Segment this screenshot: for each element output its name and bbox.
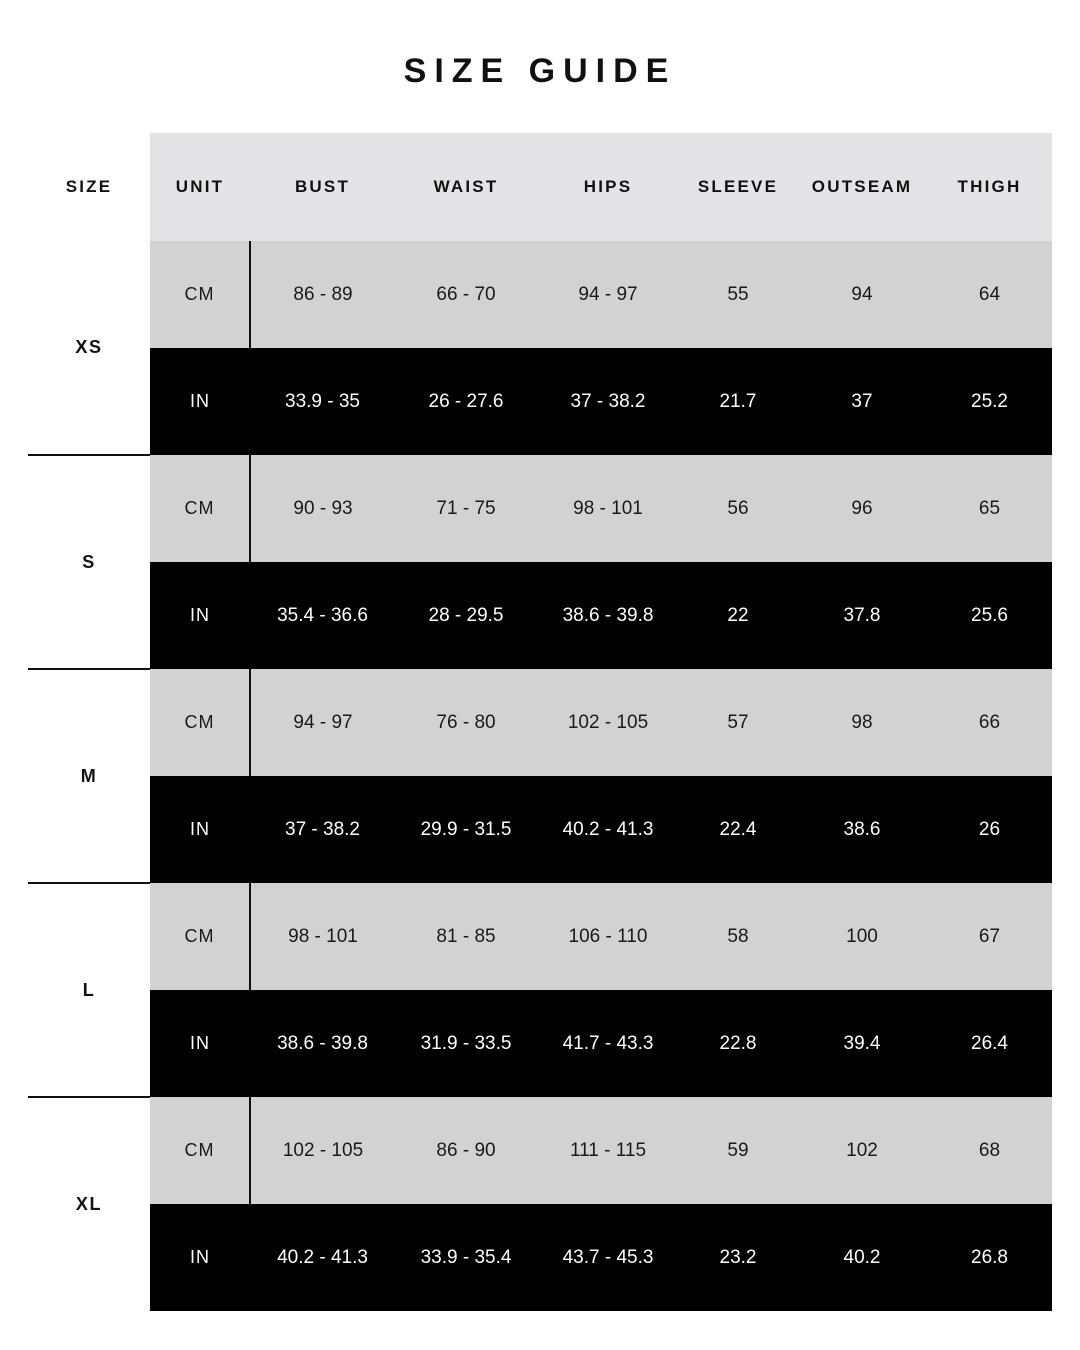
cell-thigh-cm: 67 (927, 883, 1052, 990)
unit-cell-in: IN (150, 776, 250, 883)
size-label-m: M (28, 669, 150, 883)
cell-outseam-cm: 98 (797, 669, 927, 776)
cell-sleeve-in: 22.4 (679, 776, 797, 883)
cell-bust-in: 40.2 - 41.3 (250, 1204, 395, 1311)
cell-outseam-in: 38.6 (797, 776, 927, 883)
table-row (28, 1097, 1052, 1204)
cell-outseam-in: 39.4 (797, 990, 927, 1097)
cell-hips-cm: 102 - 105 (537, 669, 679, 776)
cell-sleeve-in: 22.8 (679, 990, 797, 1097)
table-row (28, 1204, 1052, 1311)
cell-thigh-cm: 65 (927, 455, 1052, 562)
cell-waist-in: 31.9 - 33.5 (395, 990, 537, 1097)
cell-thigh-cm: 64 (927, 241, 1052, 348)
table-row (28, 883, 1052, 990)
table-row (28, 990, 1052, 1097)
size-label-xl: XL (28, 1097, 150, 1311)
unit-cell-cm: CM (150, 241, 250, 348)
column-header-waist: WAIST (395, 133, 537, 241)
cell-sleeve-in: 22 (679, 562, 797, 669)
cell-thigh-cm: 68 (927, 1097, 1052, 1204)
page-title: SIZE GUIDE (403, 52, 677, 90)
cell-thigh-cm: 66 (927, 669, 1052, 776)
cell-sleeve-in: 23.2 (679, 1204, 797, 1311)
cell-thigh-in: 26 (927, 776, 1052, 883)
cell-waist-cm: 81 - 85 (395, 883, 537, 990)
size-guide-table-container (28, 133, 1052, 1311)
table-row (28, 669, 1052, 776)
cell-hips-in: 38.6 - 39.8 (537, 562, 679, 669)
unit-cell-in: IN (150, 348, 250, 455)
cell-bust-in: 33.9 - 35 (250, 348, 395, 455)
cell-sleeve-cm: 56 (679, 455, 797, 562)
cell-hips-in: 41.7 - 43.3 (537, 990, 679, 1097)
cell-sleeve-cm: 59 (679, 1097, 797, 1204)
cell-waist-in: 29.9 - 31.5 (395, 776, 537, 883)
cell-outseam-in: 37.8 (797, 562, 927, 669)
table-row (28, 562, 1052, 669)
column-header-hips: HIPS (537, 133, 679, 241)
table-header (28, 133, 1052, 241)
cell-waist-in: 26 - 27.6 (395, 348, 537, 455)
unit-cell-cm: CM (150, 883, 250, 990)
cell-bust-cm: 98 - 101 (250, 883, 395, 990)
unit-cell-in: IN (150, 1204, 250, 1311)
cell-outseam-cm: 96 (797, 455, 927, 562)
unit-cell-in: IN (150, 990, 250, 1097)
cell-sleeve-cm: 58 (679, 883, 797, 990)
cell-waist-in: 28 - 29.5 (395, 562, 537, 669)
cell-outseam-in: 37 (797, 348, 927, 455)
cell-bust-cm: 90 - 93 (250, 455, 395, 562)
cell-bust-in: 37 - 38.2 (250, 776, 395, 883)
size-label-l: L (28, 883, 150, 1097)
cell-hips-cm: 111 - 115 (537, 1097, 679, 1204)
cell-hips-cm: 94 - 97 (537, 241, 679, 348)
unit-cell-cm: CM (150, 1097, 250, 1204)
column-header-sleeve: SLEEVE (679, 133, 797, 241)
cell-bust-cm: 102 - 105 (250, 1097, 395, 1204)
cell-bust-cm: 86 - 89 (250, 241, 395, 348)
column-header-thigh: THIGH (927, 133, 1052, 241)
size-label-s: S (28, 455, 150, 669)
column-header-size: SIZE (28, 133, 150, 241)
table-row (28, 241, 1052, 348)
column-header-bust: BUST (250, 133, 395, 241)
unit-cell-cm: CM (150, 455, 250, 562)
table-row (28, 455, 1052, 562)
cell-outseam-cm: 94 (797, 241, 927, 348)
cell-hips-in: 40.2 - 41.3 (537, 776, 679, 883)
cell-hips-cm: 106 - 110 (537, 883, 679, 990)
cell-thigh-in: 26.8 (927, 1204, 1052, 1311)
column-header-unit: UNIT (150, 133, 250, 241)
unit-cell-in: IN (150, 562, 250, 669)
size-label-xs: XS (28, 241, 150, 455)
size-guide-table (28, 133, 1053, 1311)
cell-outseam-cm: 102 (797, 1097, 927, 1204)
cell-thigh-in: 25.2 (927, 348, 1052, 455)
cell-waist-cm: 76 - 80 (395, 669, 537, 776)
cell-thigh-in: 26.4 (927, 990, 1052, 1097)
cell-waist-cm: 86 - 90 (395, 1097, 537, 1204)
table-header-row (28, 133, 1052, 241)
table-row (28, 348, 1052, 455)
table-body (28, 241, 1052, 1311)
cell-outseam-in: 40.2 (797, 1204, 927, 1311)
cell-bust-in: 38.6 - 39.8 (250, 990, 395, 1097)
table-row (28, 776, 1052, 883)
cell-waist-in: 33.9 - 35.4 (395, 1204, 537, 1311)
cell-sleeve-cm: 55 (679, 241, 797, 348)
column-header-outseam: OUTSEAM (797, 133, 927, 241)
cell-thigh-in: 25.6 (927, 562, 1052, 669)
cell-sleeve-cm: 57 (679, 669, 797, 776)
cell-waist-cm: 71 - 75 (395, 455, 537, 562)
cell-outseam-cm: 100 (797, 883, 927, 990)
cell-bust-cm: 94 - 97 (250, 669, 395, 776)
cell-hips-in: 37 - 38.2 (537, 348, 679, 455)
cell-hips-cm: 98 - 101 (537, 455, 679, 562)
cell-hips-in: 43.7 - 45.3 (537, 1204, 679, 1311)
cell-bust-in: 35.4 - 36.6 (250, 562, 395, 669)
cell-waist-cm: 66 - 70 (395, 241, 537, 348)
cell-sleeve-in: 21.7 (679, 348, 797, 455)
unit-cell-cm: CM (150, 669, 250, 776)
